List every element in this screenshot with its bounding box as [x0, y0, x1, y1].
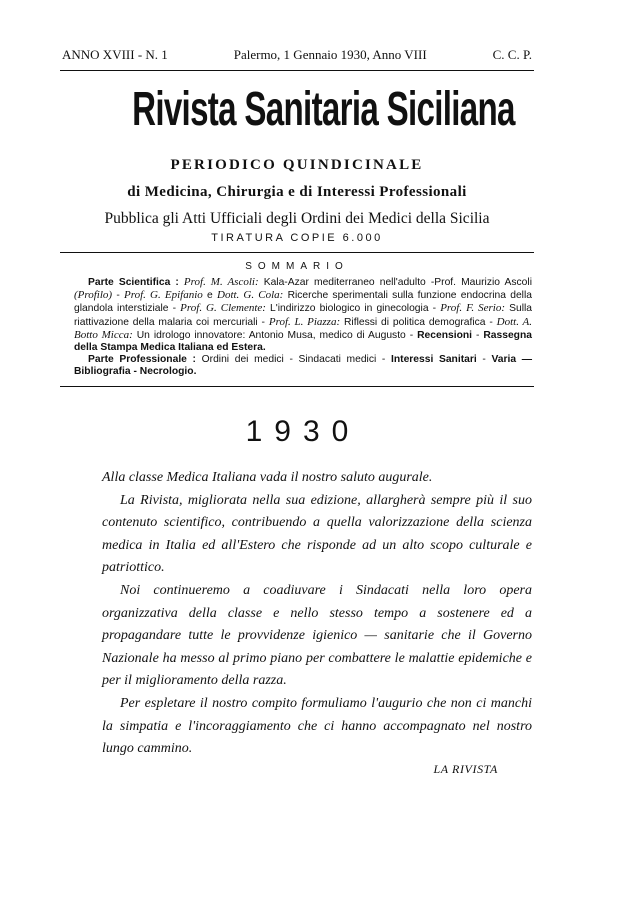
editorial-paragraph: Per espletare il nostro compito formuliamo l'augurio che non ci manchi la simpatia e l'incoraggiamento che ci hanno accompagnato nel nostro lungo cammino.: [102, 695, 532, 757]
author: Prof. F. Serio:: [440, 302, 505, 315]
editorial-paragraph: Alla classe Medica Italiana vada il nostro saluto augurale.: [102, 470, 433, 485]
author: Dott. A. Botto Micca:: [74, 315, 532, 341]
article-title: L'indirizzo biologico in ginecologia -: [270, 303, 437, 315]
editorial-paragraph: Noi continueremo a coadiuvare i Sindacati nella loro opera organizzativa della classe e nello stesso tempo a sostenere ed a propagandare tutte le provvidenze igienico — sanitarie che il Governo Nazionale ha messo al primo piano per combattere le malattie epidemiche e per il miglioramento della razza.: [102, 582, 532, 689]
scientific-section: [74, 276, 532, 354]
article-title: Un idrologo innovatore: Antonio Musa, medico di Augusto -: [136, 329, 414, 341]
author: Prof. G. Clemente:: [180, 302, 266, 315]
section-label: Parte Scientifica :: [88, 277, 179, 288]
issue-number: ANNO XVIII - N. 1: [62, 47, 168, 62]
header-rule: [60, 70, 534, 71]
article-title: Sulla riattivazione della malaria coi mercuriali -: [74, 303, 533, 328]
sommario-heading: SOMMARIO: [245, 261, 349, 272]
sommario-rule: [60, 252, 534, 253]
article-title: Riflessi di politica demografica -: [344, 316, 493, 328]
table-of-contents: [74, 276, 532, 379]
press-review-section: Rassegna della Stampa Medica Italiana ed Estera.: [74, 329, 532, 354]
editorial-text: [102, 467, 532, 761]
article-year-heading: 1930: [245, 415, 361, 448]
editorial-paragraph: La Rivista, migliorata nella sua edizione, allargherà sempre più il suo contenuto scientifico, contribuendo a quella valorizzazione della scienza medica in Italia ed all'Estero che risponde ad un alto scopo culturale e patriottico.: [102, 492, 532, 576]
professional-section: [74, 354, 532, 378]
journal-title: Rivista Sanitaria Siciliana: [132, 83, 515, 136]
periodicity-subtitle: PERIODICO QUINDICINALE: [170, 157, 424, 173]
section-items: Ordini dei medici - Sindacati medici -: [201, 354, 386, 366]
article-title: Kala-Azar mediterraneo nell'adulto -Prof. Maurizio Ascoli: [263, 277, 532, 288]
editorial-signature: LA RIVISTA: [433, 762, 498, 776]
postal-account: C. C. P.: [492, 47, 532, 62]
author: Prof. G. Epifanio: [124, 289, 203, 302]
author: Prof. L. Piazza:: [268, 315, 341, 328]
separator: -: [475, 329, 480, 341]
separator: -: [116, 290, 120, 302]
sommario-bottom-rule: [60, 386, 534, 387]
separator: -: [482, 354, 486, 366]
section-label: Parte Professionale :: [88, 354, 196, 366]
issue-header: [62, 47, 532, 63]
author: Prof. M. Ascoli:: [183, 276, 259, 288]
issue-place-date: Palermo, 1 Gennaio 1930, Anno VIII: [233, 47, 427, 62]
article-title: Ricerche sperimentali sulla funzione endocrina della glandola interstiziale -: [74, 290, 532, 315]
author: Dott. G. Cola:: [217, 289, 284, 302]
reviews-section: Recensioni: [417, 329, 473, 341]
disciplines-subtitle: di Medicina, Chirurgia e di Interessi Professionali: [127, 184, 467, 200]
health-interests-section: Interessi Sanitari: [390, 354, 477, 366]
conjunction: e: [207, 290, 213, 302]
circulation-line: TIRATURA COPIE 6.000: [211, 232, 383, 244]
misc-section: Varia — Bibliografia - Necrologio.: [74, 354, 533, 378]
official-acts-subtitle: Pubblica gli Atti Ufficiali degli Ordini dei Medici della Sicilia: [104, 210, 490, 227]
article-note: (Profilo): [74, 289, 113, 302]
